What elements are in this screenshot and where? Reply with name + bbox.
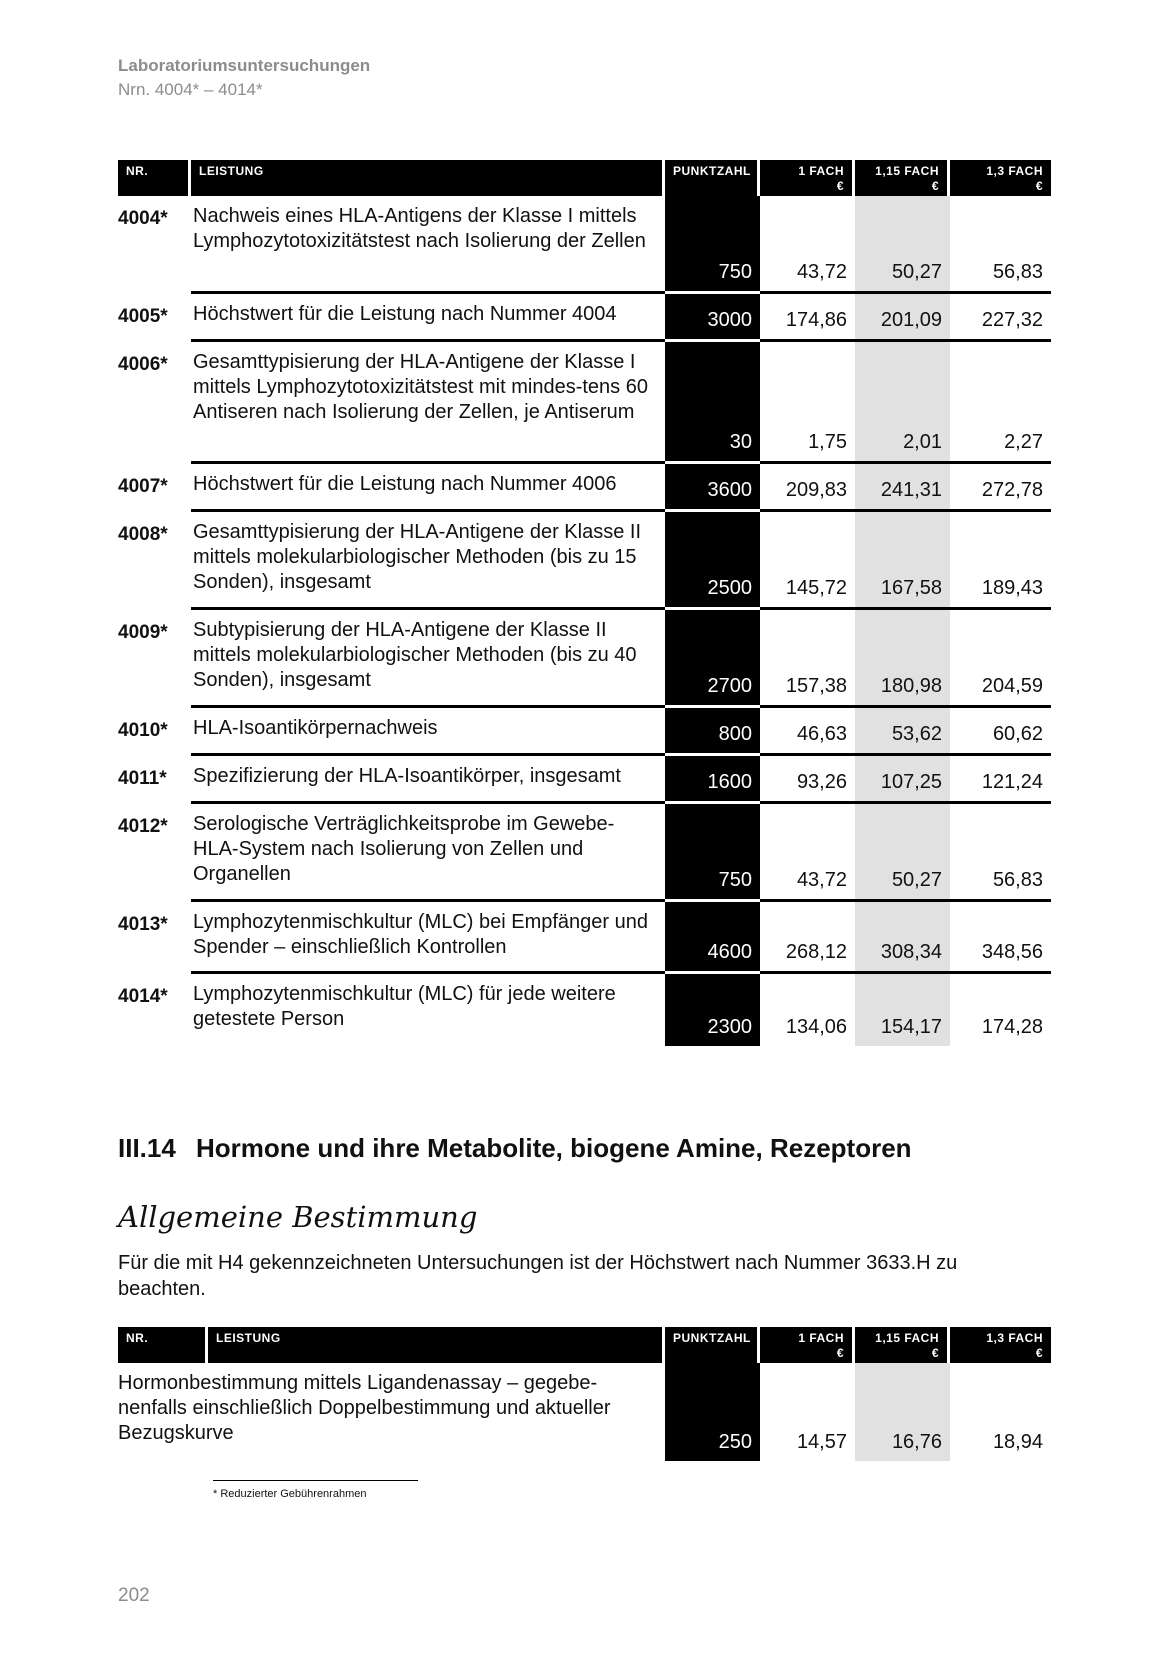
header-nr: NR. [118, 1327, 208, 1363]
row-1-3-fach: 227,32 [950, 294, 1051, 342]
row-number: 4013* [118, 914, 168, 935]
row-1-3-fach: 60,62 [950, 708, 1051, 756]
fee-table-hormone [118, 1327, 1051, 1461]
row-punktzahl: 2500 [665, 512, 760, 610]
row-number: 4010* [118, 720, 168, 741]
row-punktzahl: 800 [665, 708, 760, 756]
row-number: 4006* [118, 354, 168, 375]
row-1-fach: 1,75 [760, 342, 855, 464]
header-punktzahl: PUNKTZAHL [665, 1327, 760, 1363]
table-row [118, 294, 1051, 342]
row-1-15-fach: 50,27 [855, 196, 950, 294]
row-description: Hormonbestimmung mittels Ligandenassay – gegebe-nenfalls einschließlich Doppelbestimmung und aktueller Bezugskurve [118, 1372, 611, 1444]
fee-table-hla [118, 160, 1051, 1046]
table-row [118, 464, 1051, 512]
row-punktzahl: 2700 [665, 610, 760, 708]
row-description: Gesamttypisierung der HLA-Antigene der Klasse I mittels Lymphozytotoxizitätstest mit mindes-tens 60 Antiseren nach Isolierung der Zellen, je Antiserum [191, 342, 665, 464]
row-1-3-fach: 272,78 [950, 464, 1051, 512]
row-1-3-fach: 56,83 [950, 196, 1051, 294]
header-1-15-fach: 1,15 FACH € [855, 160, 950, 196]
row-number: 4009* [118, 622, 168, 643]
header-leistung: LEISTUNG [191, 160, 665, 196]
table-row [118, 610, 1051, 708]
table-row [118, 708, 1051, 756]
row-number: 4011* [118, 768, 167, 789]
row-1-15-fach: 167,58 [855, 512, 950, 610]
row-1-fach: 209,83 [760, 464, 855, 512]
header-1-15-fach: 1,15 FACH € [855, 1327, 950, 1363]
row-1-3-fach: 18,94 [992, 1431, 1043, 1453]
table-row [118, 342, 1051, 464]
row-1-15-fach: 50,27 [855, 804, 950, 902]
header-1-3-fach: 1,3 FACH € [950, 160, 1051, 196]
row-punktzahl: 250 [665, 1363, 760, 1461]
row-1-fach: 134,06 [785, 1016, 847, 1038]
subsection-heading: Allgemeine Bestimmung [118, 1200, 478, 1234]
row-number: 4004* [118, 208, 168, 229]
row-punktzahl: 750 [665, 196, 760, 294]
row-punktzahl: 4600 [665, 902, 760, 974]
page-number: 202 [118, 1585, 150, 1606]
row-description: Lymphozytenmischkultur (MLC) für jede weitere getestete Person [193, 983, 616, 1030]
header-punktzahl: PUNKTZAHL [665, 160, 760, 196]
header-1-fach: 1 FACH € [760, 1327, 855, 1363]
table-row [118, 1363, 1051, 1461]
row-1-fach: 145,72 [760, 512, 855, 610]
table-row [118, 756, 1051, 804]
row-number: 4008* [118, 524, 168, 545]
row-description: Spezifizierung der HLA-Isoantikörper, insgesamt [191, 756, 665, 804]
table-row [118, 902, 1051, 974]
section-paragraph: Für die mit H4 gekennzeichneten Untersuchungen ist der Höchstwert nach Nummer 3633.H zu beachten. [118, 1252, 958, 1300]
header-1-3-fach: 1,3 FACH € [950, 1327, 1051, 1363]
table-row [118, 512, 1051, 610]
row-1-fach: 43,72 [760, 196, 855, 294]
row-1-3-fach: 121,24 [950, 756, 1051, 804]
section-title: Hormone und ihre Metabolite, biogene Amine, Rezeptoren [196, 1133, 912, 1163]
row-number: 4007* [118, 476, 168, 497]
row-1-3-fach: 56,83 [950, 804, 1051, 902]
row-1-fach: 268,12 [760, 902, 855, 974]
row-1-fach: 14,57 [796, 1431, 847, 1453]
row-1-15-fach: 107,25 [855, 756, 950, 804]
row-punktzahl: 3000 [665, 294, 760, 342]
row-1-3-fach: 174,28 [981, 1016, 1043, 1038]
row-1-3-fach: 204,59 [950, 610, 1051, 708]
row-1-15-fach: 154,17 [855, 974, 950, 1046]
row-1-3-fach: 189,43 [950, 512, 1051, 610]
row-description: Höchstwert für die Leistung nach Nummer 4006 [191, 464, 665, 512]
running-head-range: Nrn. 4004* – 4014* [118, 80, 263, 99]
row-1-15-fach: 241,31 [855, 464, 950, 512]
section-number: III.14 [118, 1133, 176, 1163]
row-1-3-fach: 348,56 [950, 902, 1051, 974]
footnote-divider [213, 1480, 418, 1481]
row-1-3-fach: 2,27 [950, 342, 1051, 464]
row-number: 4014* [118, 986, 168, 1007]
row-description: Serologische Verträglichkeitsprobe im Gewebe-HLA-System nach Isolierung von Zellen und Organellen [191, 804, 665, 902]
footnote: * Reduzierter Gebührenrahmen [213, 1488, 367, 1500]
row-1-15-fach: 308,34 [855, 902, 950, 974]
row-punktzahl: 3600 [665, 464, 760, 512]
row-1-15-fach: 53,62 [855, 708, 950, 756]
running-head [118, 55, 370, 103]
row-1-fach: 46,63 [760, 708, 855, 756]
row-description: Lymphozytenmischkultur (MLC) bei Empfänger und Spender – einschließlich Kontrollen [191, 902, 665, 974]
section-heading [118, 1133, 912, 1164]
row-punktzahl: 750 [665, 804, 760, 902]
row-number: 4005* [118, 306, 168, 327]
table-row [118, 804, 1051, 902]
row-1-15-fach: 2,01 [855, 342, 950, 464]
row-1-fach: 174,86 [760, 294, 855, 342]
row-description: Nachweis eines HLA-Antigens der Klasse I mittels Lymphozytotoxizitätstest nach Isolierung der Zellen [191, 196, 665, 294]
header-1-fach: 1 FACH € [760, 160, 855, 196]
table-row [118, 974, 1051, 1046]
row-1-fach: 157,38 [760, 610, 855, 708]
row-punktzahl: 2300 [665, 974, 760, 1046]
row-1-fach: 93,26 [760, 756, 855, 804]
row-1-fach: 43,72 [760, 804, 855, 902]
table-row [118, 196, 1051, 294]
row-description: Subtypisierung der HLA-Antigene der Klasse II mittels molekularbiologischer Methoden (bis zu 40 Sonden), insgesamt [191, 610, 665, 708]
row-description: HLA-Isoantikörpernachweis [191, 708, 665, 756]
row-number: 4012* [118, 816, 168, 837]
row-punktzahl: 30 [665, 342, 760, 464]
row-1-15-fach: 201,09 [855, 294, 950, 342]
running-head-title: Laboratoriumsuntersuchungen [118, 56, 371, 75]
header-leistung: LEISTUNG [208, 1327, 665, 1363]
row-1-15-fach: 180,98 [855, 610, 950, 708]
row-description: Gesamttypisierung der HLA-Antigene der Klasse II mittels molekularbiologischer Methoden (bis zu 15 Sonden), insgesamt [191, 512, 665, 610]
row-description: Höchstwert für die Leistung nach Nummer 4004 [191, 294, 665, 342]
row-punktzahl: 1600 [665, 756, 760, 804]
header-nr: NR. [118, 160, 191, 196]
row-1-15-fach: 16,76 [855, 1363, 950, 1461]
